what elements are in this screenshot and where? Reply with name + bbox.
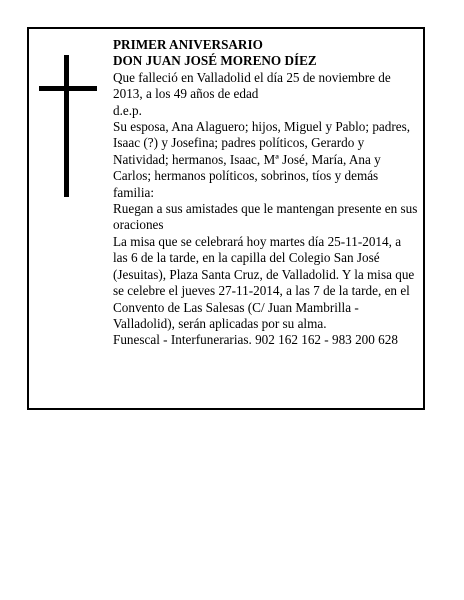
cross-horizontal-bar — [39, 86, 97, 91]
mass-info: La misa que se celebrará hoy martes día 25-11-2014, a las 6 de la tarde, en la capilla del Colegio San José (Jesuitas), Plaza Santa Cruz, de Valladolid. Y la misa que se celebre el jueves 27-11-2014, a las 7 de la tarde, en el Convento de Las Salesas (C/ Juan Mambrilla - Valladolid), serán aplicadas por su alma. — [113, 233, 415, 331]
cross-icon — [39, 55, 97, 197]
family-list: Su esposa, Ana Alaguero; hijos, Miguel y Pablo; padres, Isaac (?) y Josefina; padres políticos, Gerardo y Natividad; hermanos, Isaac, Mª José, María, Ana y Carlos; hermanos políticos, sobrinos, tíos y demás familia: — [113, 119, 411, 200]
notice-text-block — [113, 37, 418, 349]
notice-heading: PRIMER ANIVERSARIO — [113, 37, 263, 52]
death-info: Que falleció en Valladolid el día 25 de noviembre de 2013, a los 49 años de edad — [113, 69, 391, 102]
deceased-name: DON JUAN JOSÉ MORENO DÍEZ — [113, 53, 317, 69]
prayer-request: Ruegan a sus amistades que le mantengan presente en sus oraciones — [113, 201, 418, 233]
rip-line: d.e.p. — [113, 102, 142, 118]
cross-vertical-bar — [64, 55, 69, 197]
funeral-home-contact: Funescal - Interfunerarias. 902 162 162 - 983 200 628 — [113, 332, 398, 348]
